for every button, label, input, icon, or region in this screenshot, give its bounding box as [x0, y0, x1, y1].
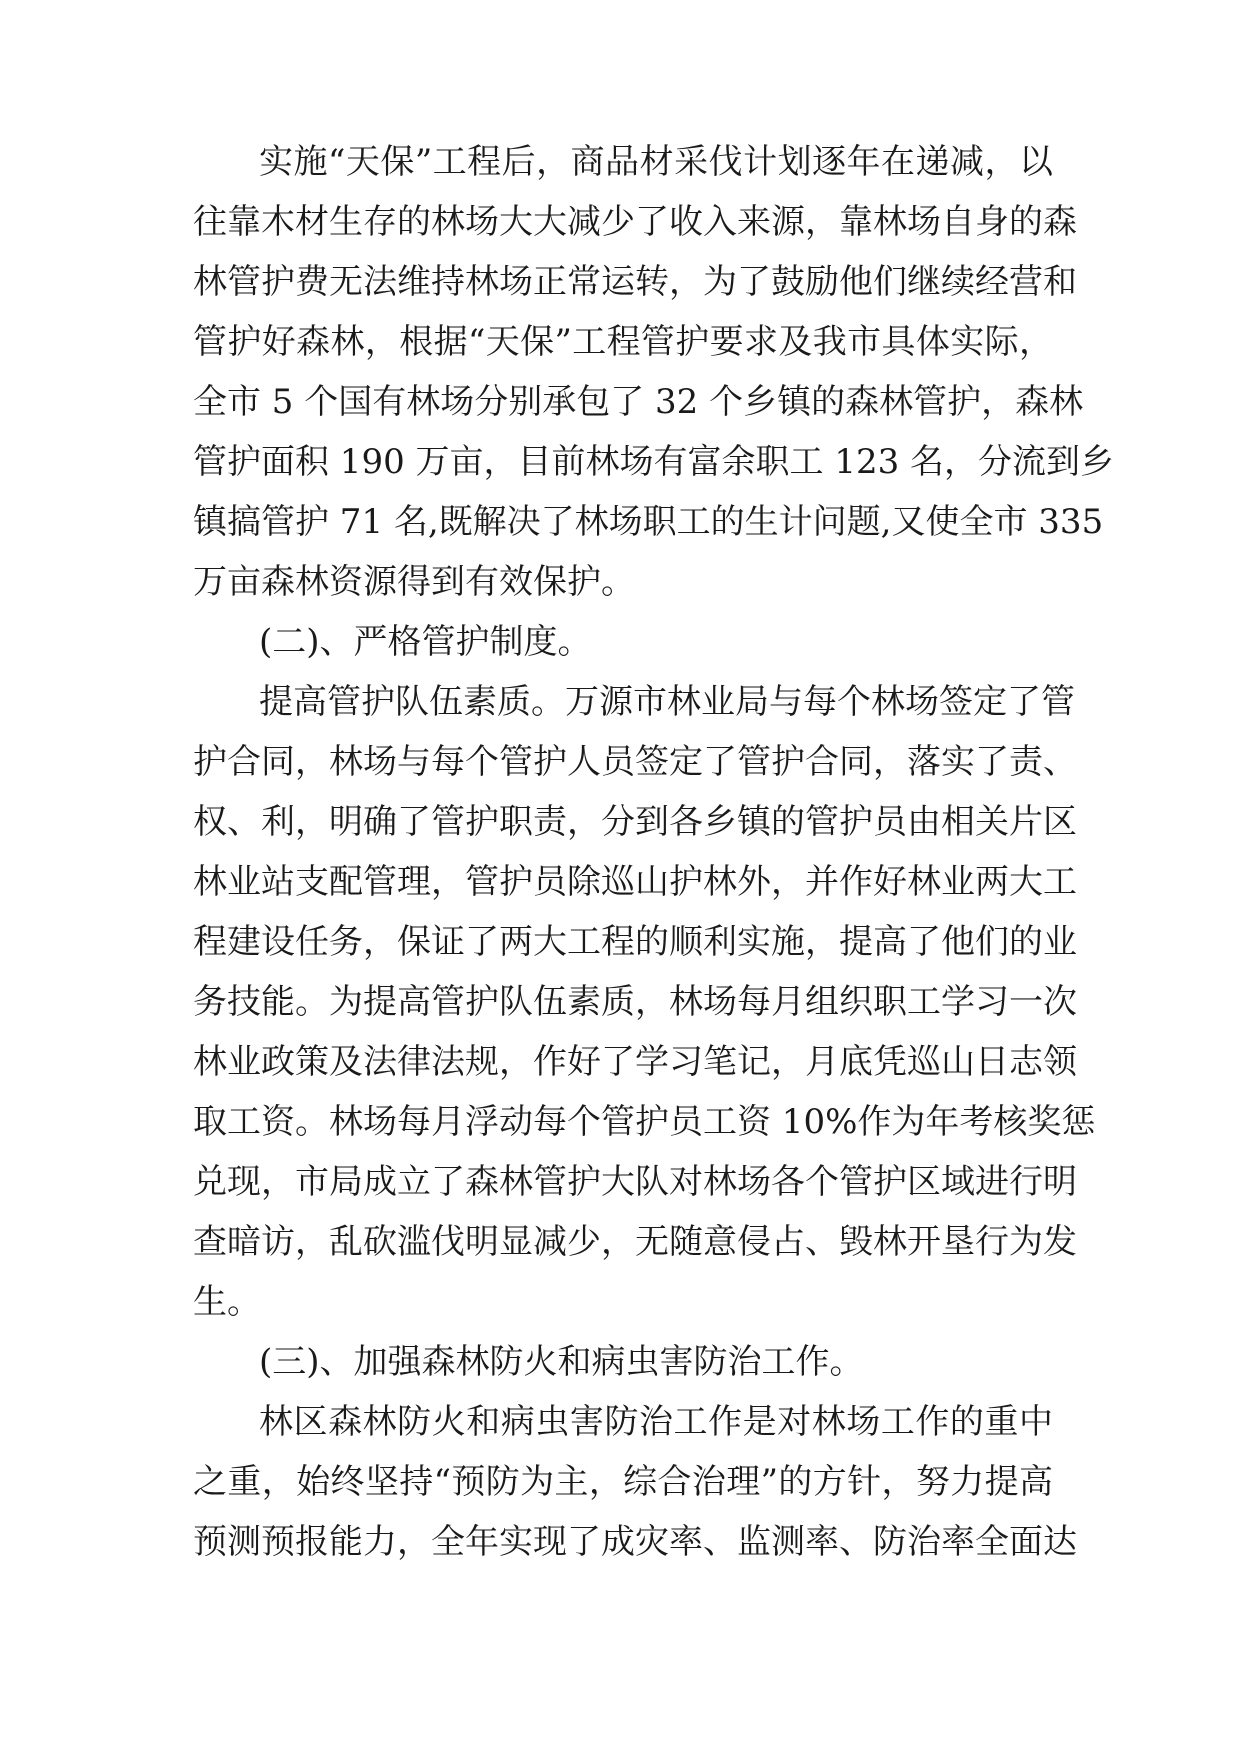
text-line-24: 预测预报能力，全年实现了成灾率、监测率、防治率全面达 [193, 1522, 1077, 1562]
text-line-3: 林管护费无法维持林场正常运转，为了鼓励他们继续经营和 [193, 262, 1077, 302]
text-line-5: 全市 5 个国有林场分别承包了 32 个乡镇的森林管护，森林 [193, 382, 1084, 422]
text-line-4: 管护好森林，根据“天保”工程管护要求及我市具体实际， [193, 322, 1053, 362]
text-line-18: 兑现，市局成立了森林管护大队对林场各个管护区域进行明 [193, 1162, 1077, 1202]
text-line-19: 查暗访，乱砍滥伐明显减少，无随意侵占、毁林开垦行为发 [193, 1222, 1077, 1262]
text-line-10: 提高管护队伍素质。万源市林业局与每个林场签定了管 [259, 682, 1075, 722]
text-line-16: 林业政策及法律法规，作好了学习笔记，月底凭巡山日志领 [193, 1042, 1077, 1082]
section-heading-2: (二)、严格管护制度。 [259, 622, 592, 662]
text-line-11: 护合同，林场与每个管护人员签定了管护合同，落实了责、 [193, 742, 1077, 782]
text-line-23: 之重，始终坚持“预防为主，综合治理”的方针，努力提高 [193, 1462, 1053, 1502]
text-line-14: 程建设任务，保证了两大工程的顺利实施，提高了他们的业 [193, 922, 1077, 962]
text-line-1: 实施“天保”工程后，商品材采伐计划逐年在递减，以 [259, 142, 1053, 182]
text-line-17: 取工资。林场每月浮动每个管护员工资 10%作为年考核奖惩 [193, 1102, 1096, 1142]
section-heading-3: (三)、加强森林防火和病虫害防治工作。 [259, 1342, 864, 1382]
text-line-22: 林区森林防火和病虫害防治工作是对林场工作的重中 [259, 1402, 1053, 1442]
text-line-7: 镇搞管护 71 名,既解决了林场职工的生计问题,又使全市 335 [193, 502, 1104, 542]
text-line-13: 林业站支配管理，管护员除巡山护林外，并作好林业两大工 [193, 862, 1077, 902]
text-line-15: 务技能。为提高管护队伍素质，林场每月组织职工学习一次 [193, 982, 1077, 1022]
text-line-20: 生。 [193, 1282, 261, 1322]
text-line-12: 权、利，明确了管护职责，分到各乡镇的管护员由相关片区 [193, 802, 1077, 842]
text-line-8: 万亩森林资源得到有效保护。 [193, 562, 635, 602]
text-line-6: 管护面积 190 万亩，目前林场有富余职工 123 名，分流到乡 [193, 442, 1115, 482]
text-line-2: 往靠木材生存的林场大大减少了收入来源，靠林场自身的森 [193, 202, 1077, 242]
